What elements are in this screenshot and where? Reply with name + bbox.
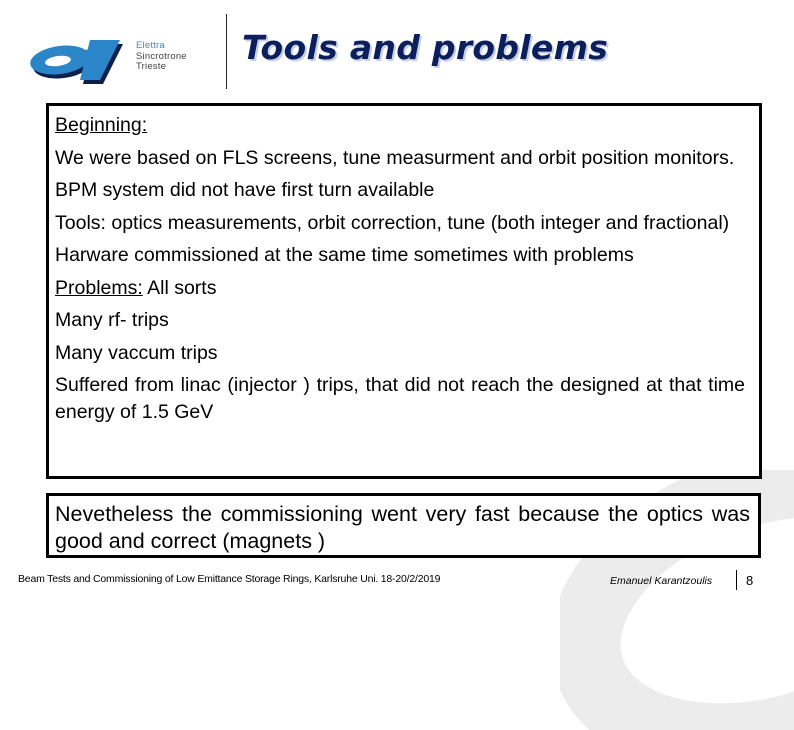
logo-text [136,41,187,73]
paragraph-hardware: Harware commissioned at the same time sometimes with problems [55,244,634,266]
paragraph-vacuum-trips: Many vaccum trips [55,341,218,364]
logo-line-elettra: Elettra [136,40,165,51]
paragraph-problems [55,275,745,302]
footer-divider [736,570,737,590]
paragraph-bpm-system: BPM system did not have first turn available [55,179,435,201]
title-divider [226,14,227,89]
paragraph-tools: Tools: optics measurements, orbit correction, tune (both integer and fractional) [55,211,730,234]
beginning-label: Beginning: [55,114,148,136]
logo-line-sincrotrone: Sincrotrone [136,50,187,62]
elettra-logo-icon [28,36,128,84]
footer-author: Emanuel Karantzoulis [610,575,713,587]
problems-label: Problems: [55,276,143,299]
paragraph-rf-trips: Many rf- trips [55,309,169,331]
page-number: 8 [746,573,754,588]
conclusion-text: Nevetheless the commissioning went very fast because the optics was good and correct (magnets ) [55,502,750,553]
logo-line-trieste: Trieste [136,61,167,72]
problems-text: All sorts [142,276,217,299]
footer-event: Beam Tests and Commissioning of Low Emittance Storage Rings, Karlsruhe Uni. 18-20/2/2019 [18,573,441,585]
paragraph-fls-screens: We were based on FLS screens, tune measurment and orbit position monitors. [55,146,735,169]
conclusion-box [46,493,761,558]
paragraph-linac-trips: Suffered from linac (injector ) trips, that did not reach the designed at that time energy of 1.5 GeV [55,374,745,423]
paragraph-beginning-heading [55,112,745,139]
main-content-box [46,103,762,479]
slide-title: Tools and problems [242,28,609,67]
